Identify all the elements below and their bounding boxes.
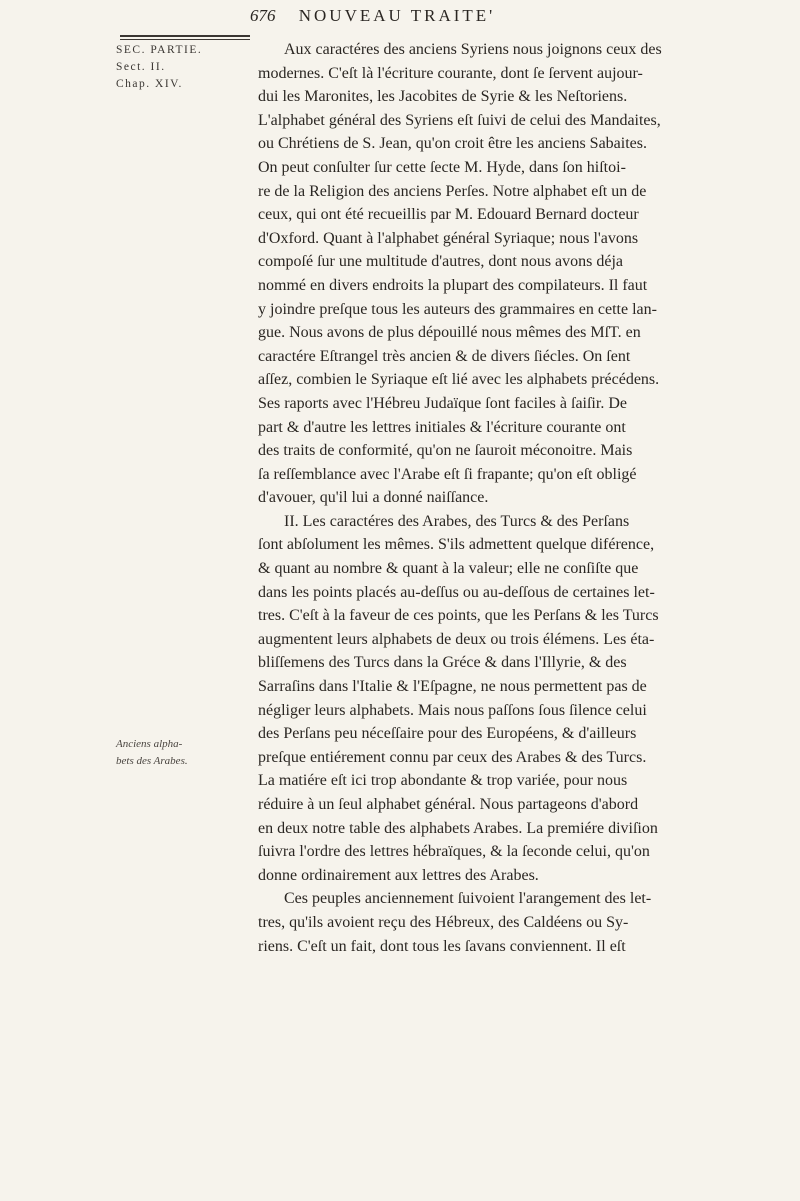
text-line: Ces peuples anciennement ſuivoient l'arangement des let- — [284, 890, 652, 908]
text-line: re de la Religion des anciens Perſes. Notre alphabet eſt un de — [258, 182, 647, 200]
margin-note — [116, 736, 240, 770]
section-label: Sect. II. — [116, 61, 166, 73]
text-line: des traits de conformité, qu'on ne ſauroit méconoitre. Mais — [258, 442, 633, 460]
text-line: Aux caractéres des anciens Syriens nous joignons ceux des — [284, 41, 662, 58]
text-line: dui les Maronites, les Jacobites de Syrie & les Neſtoriens. — [258, 88, 628, 106]
header-rule-thin — [120, 39, 250, 40]
text-line: nommé en divers endroits la plupart des compilateurs. Il faut — [258, 276, 648, 294]
text-line: donne ordinairement aux lettres des Arabes. — [258, 866, 539, 884]
text-line: tres. C'eſt à la faveur de ces points, que les Perſans & les Turcs — [258, 607, 659, 625]
margin-note-line: Anciens alpha- — [116, 738, 183, 750]
text-line: & quant au nombre & quant à la valeur; elle ne conſiſte que — [258, 560, 639, 578]
text-line: des Perſans peu néceſſaire pour des Européens, & d'ailleurs — [258, 725, 637, 743]
margin-note-line: bets des Arabes. — [116, 755, 188, 767]
running-header — [250, 6, 495, 26]
text-line: preſque entiérement connu par ceux des Arabes & des Turcs. — [258, 748, 647, 766]
text-line: modernes. C'eſt là l'écriture courante, dont ſe ſervent aujour- — [258, 64, 643, 82]
section-heading — [116, 42, 250, 93]
part-label: SEC. PARTIE. — [116, 44, 203, 56]
text-line: Ses raports avec l'Hébreu Judaïque ſont faciles à ſaiſir. De — [258, 394, 627, 412]
page-number: 676 — [250, 6, 276, 25]
text-line: Sarraſins dans l'Italie & l'Eſpagne, ne nous permettent pas de — [258, 678, 647, 696]
text-line: part & d'autre les lettres initiales & l'écriture courante ont — [258, 418, 626, 436]
page-title: NOUVEAU TRAITE' — [298, 6, 496, 25]
chapter-label: Chap. XIV. — [116, 78, 183, 90]
body-text — [258, 38, 758, 958]
text-line: caractére Eſtrangel très ancien & de divers ſiécles. On ſent — [258, 347, 631, 365]
text-line: compoſé ſur une multitude d'autres, dont nous avons déja — [258, 253, 624, 271]
text-line: tres, qu'ils avoient reçu des Hébreux, des Caldéens ou Sy- — [258, 913, 629, 931]
text-line: ceux, qui ont été recueillis par M. Edouard Bernard docteur — [258, 206, 639, 224]
text-line: ſa reſſemblance avec l'Arabe eſt ſi frapante; qu'on eſt obligé — [258, 465, 637, 483]
text-line: bliſſemens des Turcs dans la Gréce & dans l'Illyrie, & des — [258, 654, 627, 672]
text-line: y joindre preſque tous les auteurs des grammaires en cette lan- — [258, 300, 657, 318]
text-line: riens. C'eſt un fait, dont tous les ſavans conviennent. Il eſt — [258, 937, 626, 955]
text-line: augmentent leurs alphabets de deux ou trois élémens. Les éta- — [258, 630, 655, 648]
text-line: II. Les caractéres des Arabes, des Turcs & des Perſans — [284, 512, 630, 530]
text-line: négliger leurs alphabets. Mais nous paſſons ſous ſilence celui — [258, 701, 647, 719]
text-line: ſont abſolument les mêmes. S'ils admettent quelque diférence, — [258, 536, 655, 554]
text-line: On peut conſulter ſur cette ſecte M. Hyde, dans ſon hiſtoi- — [258, 158, 626, 176]
text-line: réduire à un ſeul alphabet général. Nous partageons d'abord — [258, 796, 639, 813]
text-line: d'Oxford. Quant à l'alphabet général Syriaque; nous l'avons — [258, 229, 639, 247]
header-rule — [120, 35, 250, 37]
text-line: gue. Nous avons de plus dépouillé nous mêmes des MſT. en — [258, 324, 641, 342]
text-line: ſuivra l'ordre des lettres hébraïques, & la ſeconde celui, qu'on — [258, 843, 650, 861]
text-line: aſſez, combien le Syriaque eſt lié avec les alphabets précédens. — [258, 371, 660, 389]
text-line: L'alphabet général des Syriens eſt ſuivi de celui des Mandaites, — [258, 111, 661, 129]
text-line: ou Chrétiens de S. Jean, qu'on croit être les anciens Sabaites. — [258, 135, 647, 153]
text-line: La matiére eſt ici trop abondante & trop variée, pour nous — [258, 772, 628, 790]
text-line: dans les points placés au-deſſus ou au-deſſous de certaines let- — [258, 583, 655, 601]
text-line: d'avouer, qu'il lui a donné naiſſance. — [258, 489, 489, 507]
text-line: en deux notre table des alphabets Arabes. La premiére diviſion — [258, 819, 658, 837]
